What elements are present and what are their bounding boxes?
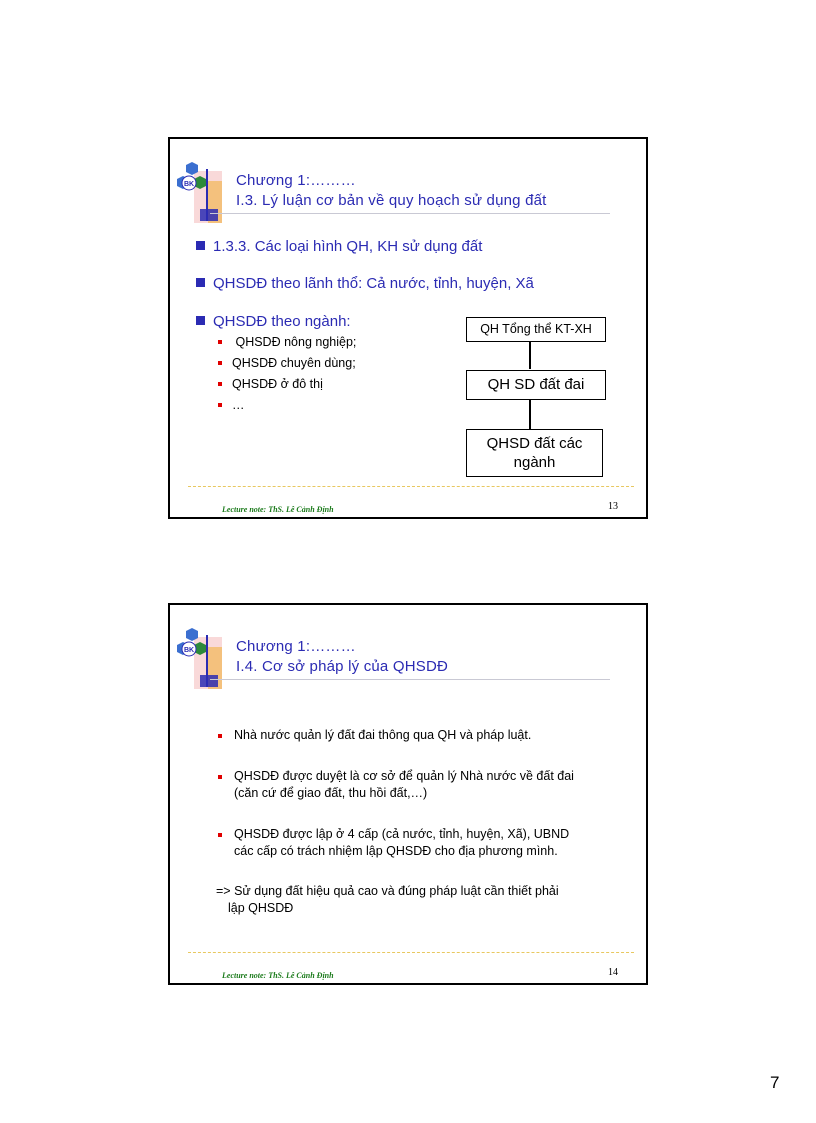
logo-text: BK [183, 181, 195, 188]
logo-text: BK [183, 647, 195, 654]
point-line: QHSDĐ được duyệt là cơ sở để quản lý Nhà nước về đất đai [234, 769, 574, 783]
diagram-box-sector-plan [466, 429, 603, 477]
square-bullet-icon [196, 278, 205, 287]
red-bullet-icon [218, 340, 222, 344]
diagram-box-land-use-plan: QH SD đất đai [466, 370, 606, 400]
bullet-item: QHSDĐ theo lãnh thổ: Cả nước, tỉnh, huyện, Xã [196, 275, 534, 292]
footer-note: Lecture note: ThS. Lê Cảnh Định [222, 505, 334, 514]
title-divider [210, 213, 610, 214]
bk-logo-icon [174, 627, 224, 691]
sub-item: … [218, 398, 245, 412]
bk-logo-icon [174, 161, 224, 225]
red-bullet-icon [218, 734, 222, 738]
document-page-number: 7 [770, 1073, 780, 1092]
slide-title: I.3. Lý luận cơ bản về quy hoạch sử dụng đất [236, 192, 547, 209]
slide-page-number: 14 [608, 967, 618, 978]
slide-title: I.4. Cơ sở pháp lý của QHSDĐ [236, 658, 449, 675]
red-bullet-icon [218, 361, 222, 365]
sub-item: QHSDĐ chuyên dùng; [218, 356, 356, 370]
sub-item: QHSDĐ nông nghiệp; [218, 335, 356, 349]
sub-item: QHSDĐ ở đô thị [218, 377, 323, 391]
point-line: các cấp có trách nhiệm lập QHSDĐ cho địa phương mình. [234, 844, 558, 858]
conclusion [216, 883, 616, 917]
arrow-down-icon [529, 342, 531, 369]
slide-14 [168, 603, 648, 985]
red-bullet-icon [218, 403, 222, 407]
arrow-updown-icon [529, 400, 531, 429]
point-line: (căn cứ để giao đất, thu hồi đất,…) [234, 786, 428, 800]
conclusion-line: => Sử dụng đất hiệu quả cao và đúng pháp luật cần thiết phải [216, 884, 559, 898]
box-line: ngành [513, 454, 556, 471]
bullet-item: 1.3.3. Các loại hình QH, KH sử dụng đất [196, 238, 482, 255]
point-line: QHSDĐ được lập ở 4 cấp (cả nước, tỉnh, huyện, Xã), UBND [234, 827, 570, 841]
box-line: QHSD đất các [486, 435, 583, 452]
conclusion-line: lập QHSDĐ [228, 901, 294, 915]
footer-note: Lecture note: ThS. Lê Cảnh Định [222, 971, 334, 980]
footer-divider [188, 486, 634, 487]
square-bullet-icon [196, 241, 205, 250]
footer-divider [188, 952, 634, 953]
slide-chapter: Chương 1:……… [236, 638, 356, 655]
title-divider [210, 679, 610, 680]
point-line: Nhà nước quản lý đất đai thông qua QH và pháp luật. [234, 728, 532, 742]
square-bullet-icon [196, 316, 205, 325]
bullet-item: QHSDĐ theo ngành: [196, 313, 351, 330]
slide-chapter: Chương 1:……… [236, 172, 356, 189]
red-bullet-icon [218, 775, 222, 779]
point-item [218, 826, 618, 860]
point-item [218, 727, 618, 744]
slide-page-number: 13 [608, 501, 618, 512]
diagram-box-master-plan: QH Tổng thể KT-XH [466, 317, 606, 342]
red-bullet-icon [218, 833, 222, 837]
point-item [218, 768, 618, 802]
slide-13 [168, 137, 648, 519]
red-bullet-icon [218, 382, 222, 386]
